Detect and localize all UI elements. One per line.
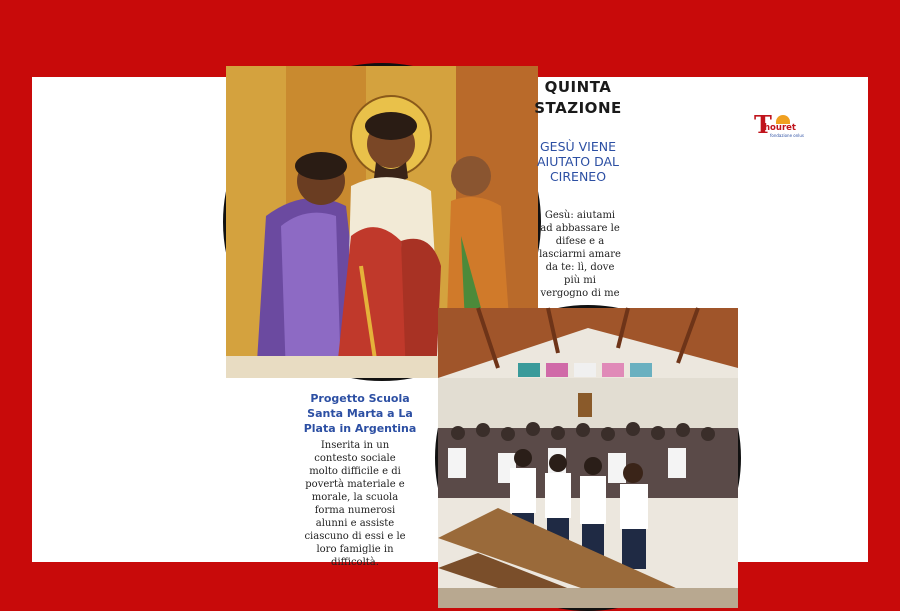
logo-name: houret [764, 123, 796, 133]
project-title: Progetto Scuola Santa Marta a La Plata in Argentina [303, 392, 417, 435]
thouret-logo [754, 110, 805, 141]
prayer-text: Gesù: aiutami ad abbassare le difese e a lasciarmi amare da te: lì, dove più mi vergogno di me [539, 210, 621, 299]
logo-letter: T [754, 110, 772, 139]
logo-tagline: fondazione onlus [770, 133, 805, 138]
station-title-line1: QUINTA [544, 78, 612, 96]
station-subtitle: GESÙ VIENE AIUTATO DAL CIRENEO [536, 139, 619, 184]
project-description: Inserita in un contesto sociale molto difficile e di povertà materiale e morale, la scuola forma numerosi alunni e assiste ciascuno di essi e le loro famiglie in difficoltà. [304, 440, 406, 568]
station-title-line2: STAZIONE [534, 99, 622, 117]
students-photo-circle-image [435, 305, 741, 611]
station-title [523, 77, 633, 119]
poster [293, 77, 635, 568]
content-sheet [32, 77, 868, 568]
